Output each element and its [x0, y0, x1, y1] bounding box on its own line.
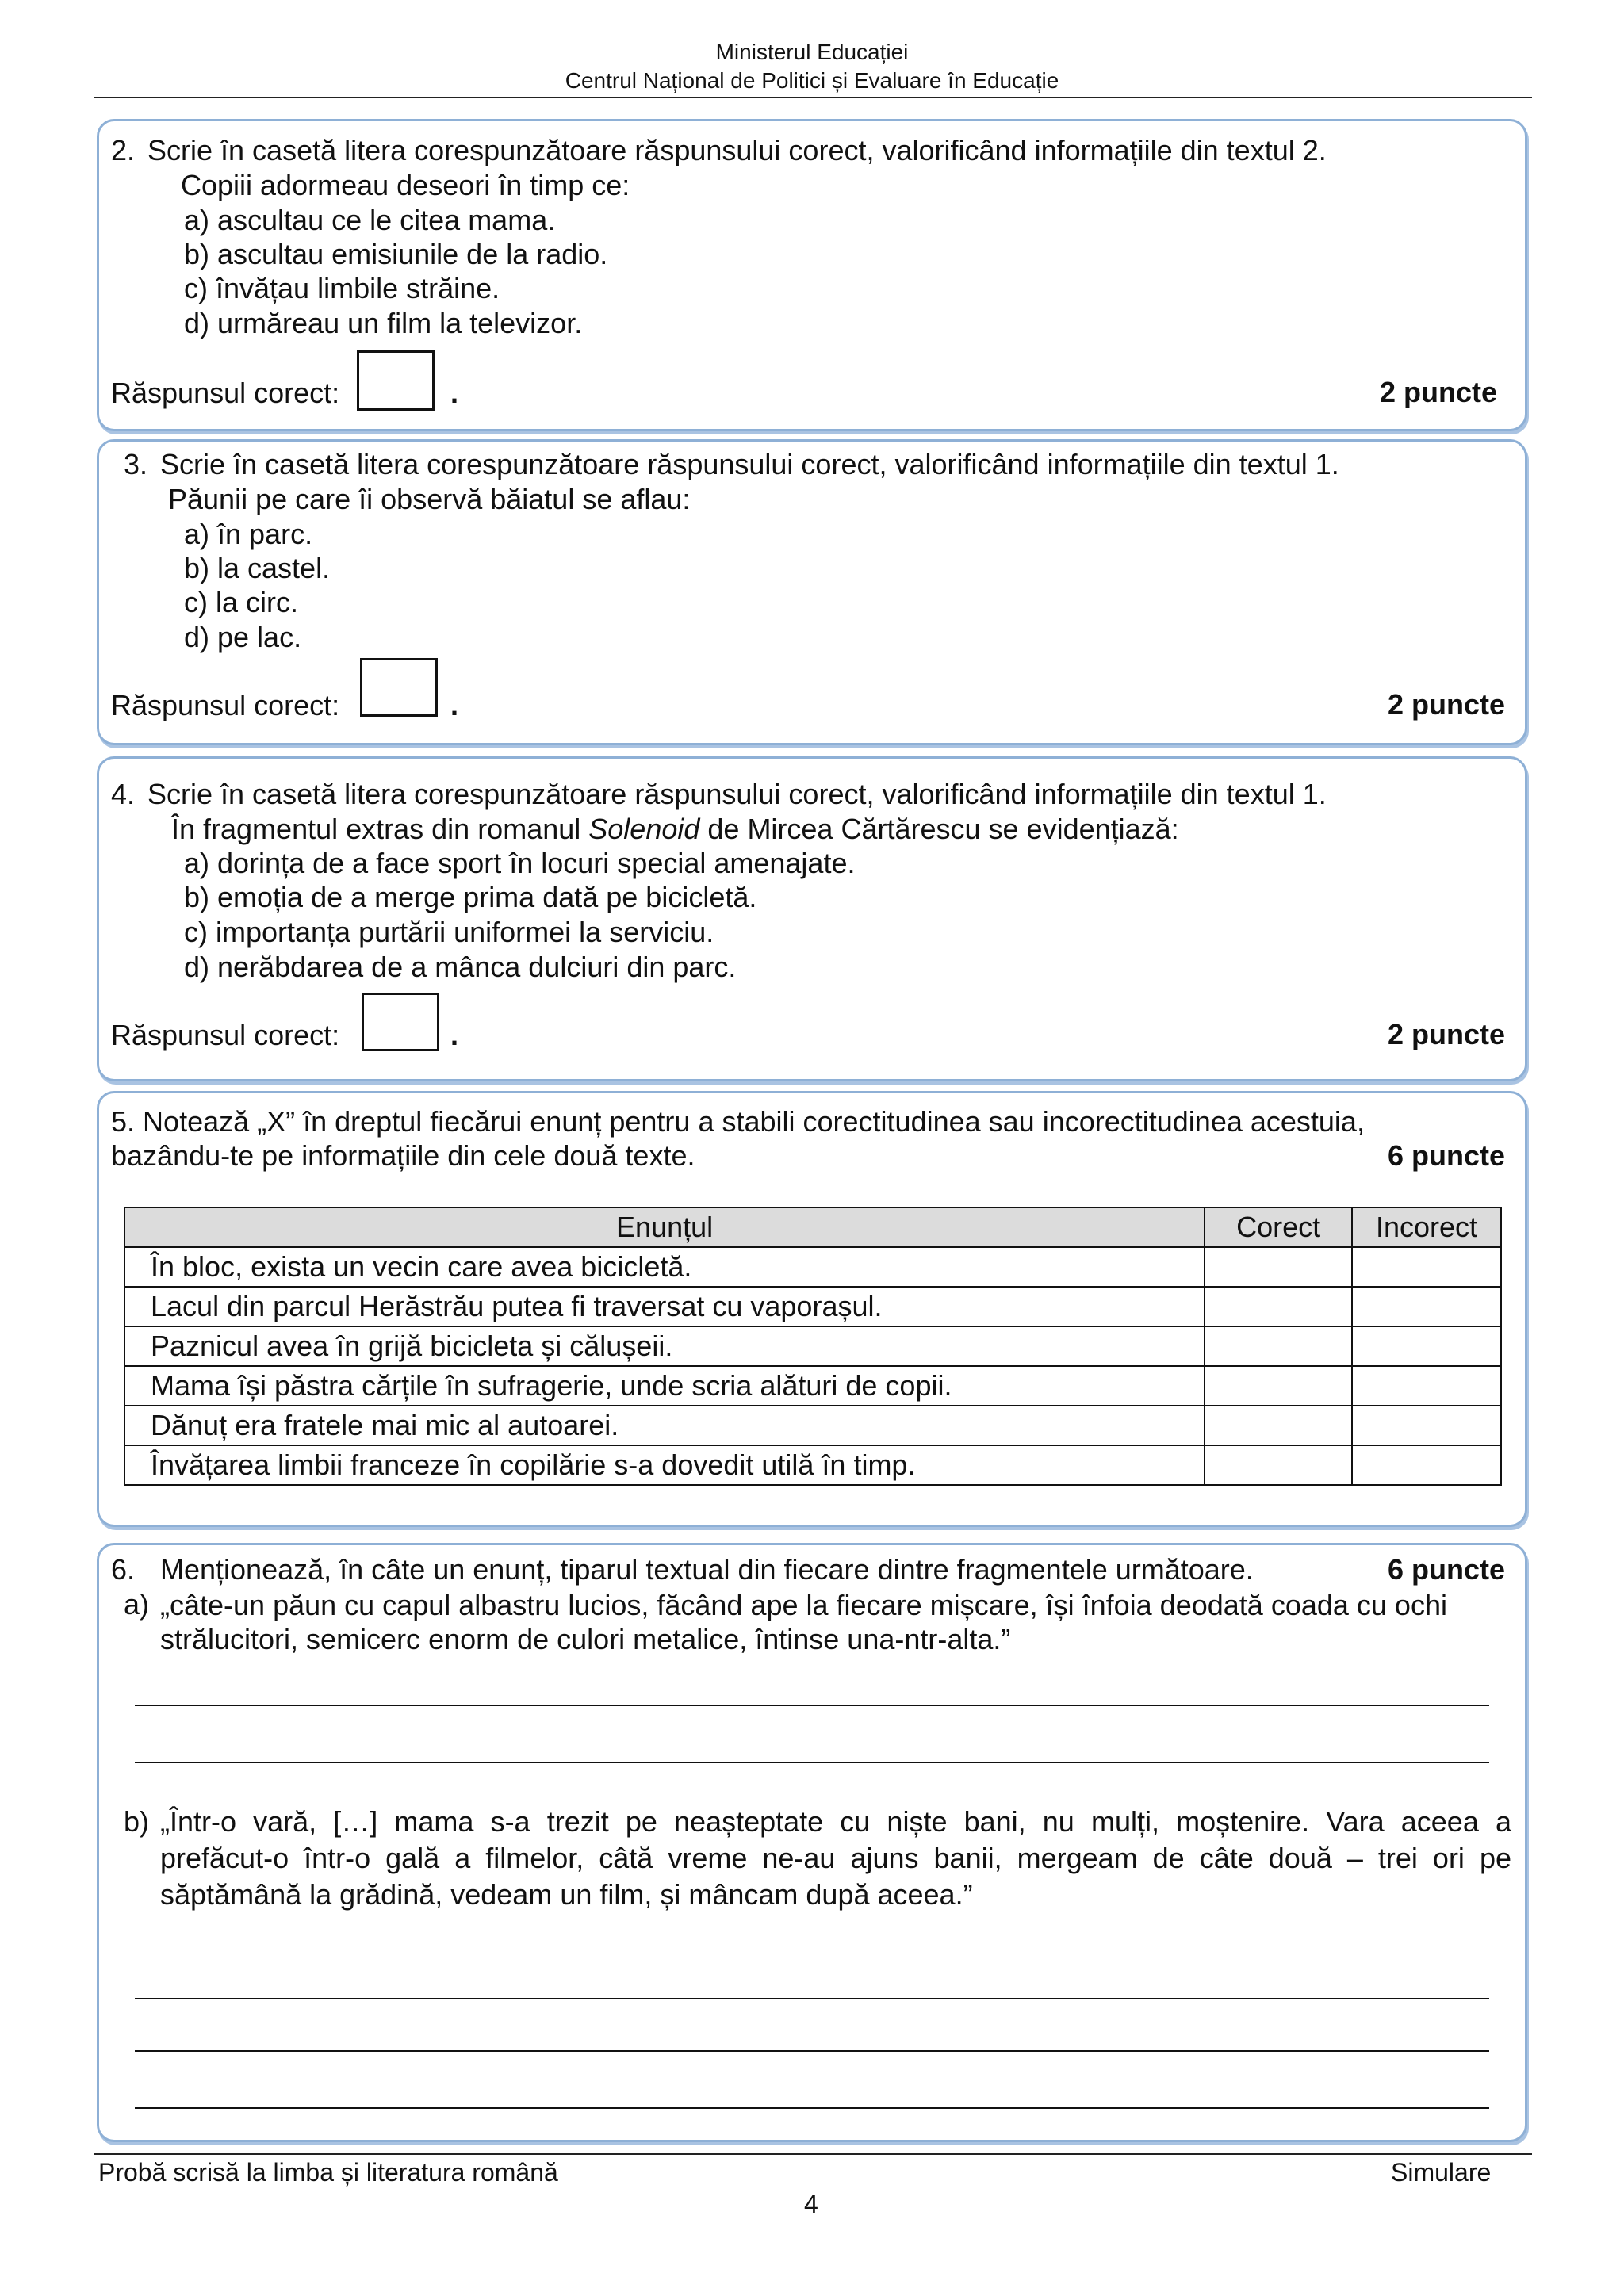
q3-answer-box[interactable]	[360, 658, 438, 717]
q2-points: 2 puncte	[1380, 376, 1498, 408]
q3-stem: Păunii pe care îi observă băiatul se aflau:	[168, 483, 691, 515]
q3-answer-label: Răspunsul corect:	[111, 689, 340, 721]
q3-option-c: c) la circ.	[184, 586, 298, 618]
incorect-cell[interactable]	[1352, 1406, 1501, 1445]
corect-cell[interactable]	[1205, 1247, 1352, 1287]
q4-answer-box[interactable]	[362, 993, 439, 1051]
incorect-cell[interactable]	[1352, 1287, 1501, 1326]
q2-option-d: d) urmăreau un film la televizor.	[184, 307, 583, 339]
q2-stem: Copiii adormeau deseori în timp ce:	[181, 169, 630, 201]
q4-dot: .	[450, 1019, 459, 1051]
q2-instruction: Scrie în casetă litera corespunzătoare răspunsului corect, valorificând informațiile din textul 2.	[147, 134, 1327, 166]
q5-instruction-line2: bazându-te pe informațiile din cele două texte.	[111, 1139, 695, 1172]
table-row	[124, 1287, 1501, 1326]
statement-cell: Paznicul avea în grijă bicicleta și călușeii.	[124, 1326, 1205, 1366]
q5-points: 6 puncte	[1388, 1139, 1506, 1172]
corect-cell[interactable]	[1205, 1366, 1352, 1406]
table-row	[124, 1326, 1501, 1366]
q4-option-d: d) nerăbdarea de a mânca dulciuri din parc.	[184, 951, 737, 983]
q2-number: 2.	[111, 134, 136, 166]
q2-answer-box[interactable]	[357, 350, 435, 411]
q6-b-label: b)	[124, 1805, 150, 1838]
q4-answer-label: Răspunsul corect:	[111, 1019, 340, 1051]
incorect-cell[interactable]	[1352, 1366, 1501, 1406]
center-name: Centrul Național de Politici și Evaluare în Educație	[565, 68, 1059, 93]
header-corect: Corect	[1205, 1207, 1352, 1247]
footer-exam-title: Probă scrisă la limba și literatura română	[98, 2158, 558, 2187]
ministry-name: Ministerul Educației	[715, 40, 909, 64]
q4-stem-after: de Mircea Cărtărescu se evidențiază:	[699, 813, 1179, 845]
q3-points: 2 puncte	[1388, 688, 1506, 721]
q3-dot: .	[450, 689, 459, 721]
answer-line[interactable]	[135, 1705, 1489, 1706]
q4-option-c: c) importanța purtării uniformei la serviciu.	[184, 916, 714, 948]
q4-stem	[171, 812, 1179, 847]
footer-simulare: Simulare	[1391, 2158, 1492, 2187]
answer-line[interactable]	[135, 1762, 1489, 1763]
answer-line[interactable]	[135, 2050, 1489, 2052]
statement-cell: Lacul din parcul Herăstrău putea fi traversat cu vaporașul.	[124, 1287, 1205, 1326]
table-row	[124, 1445, 1501, 1485]
table-header-row	[124, 1207, 1501, 1247]
q4-option-b: b) emoția de a merge prima dată pe bicicletă.	[184, 881, 757, 913]
q4-number: 4.	[111, 778, 136, 810]
q3-instruction: Scrie în casetă litera corespunzătoare răspunsului corect, valorificând informațiile din textul 1.	[160, 448, 1339, 480]
footer-rule	[94, 2153, 1532, 2155]
q2-option-c: c) învățau limbile străine.	[184, 272, 500, 304]
table-row	[124, 1406, 1501, 1445]
q2-option-a: a) ascultau ce le citea mama.	[184, 204, 556, 236]
corect-cell[interactable]	[1205, 1406, 1352, 1445]
q4-instruction: Scrie în casetă litera corespunzătoare răspunsului corect, valorificând informațiile din textul 1.	[147, 778, 1327, 810]
header-incorect: Incorect	[1352, 1207, 1501, 1247]
q6-a-label: a)	[124, 1588, 150, 1621]
header-rule	[94, 97, 1532, 98]
q3-number: 3.	[124, 448, 148, 480]
statement-cell: Mama își păstra cărțile în sufragerie, unde scria alături de copii.	[124, 1366, 1205, 1406]
q6-points: 6 puncte	[1388, 1553, 1506, 1586]
q6-instruction: Menționează, în câte un enunț, tiparul textual din fiecare dintre fragmentele următoare.	[160, 1553, 1254, 1586]
q2-dot: .	[450, 377, 459, 409]
table-row	[124, 1247, 1501, 1287]
q6-a-line1: „câte-un păun cu capul albastru lucios, făcând ape la fiecare mișcare, își înfoia deodată coada cu ochi	[160, 1589, 1447, 1621]
page-number: 4	[804, 2190, 818, 2218]
corect-cell[interactable]	[1205, 1287, 1352, 1326]
q6-a-line2: strălucitori, semicerc enorm de culori metalice, întinse una-ntr-alta.”	[160, 1623, 1011, 1655]
q5-number: 5.	[111, 1105, 136, 1138]
q6-b-line2: prefăcut-o într-o gală a filmelor, câtă vreme ne-au ajuns banii, mergeam de câte două – trei ori pe	[160, 1842, 1511, 1874]
header-enuntul: Enunțul	[124, 1207, 1205, 1247]
q2-answer-label: Răspunsul corect:	[111, 377, 340, 409]
incorect-cell[interactable]	[1352, 1445, 1501, 1485]
q5-instruction-line1: Notează „X” în dreptul fiecărui enunț pentru a stabili corectitudinea sau incorectitudinea acestuia,	[143, 1105, 1365, 1138]
corect-cell[interactable]	[1205, 1326, 1352, 1366]
q5-instruction	[111, 1104, 1511, 1140]
answer-line[interactable]	[135, 2107, 1489, 2109]
statements-table	[124, 1207, 1502, 1486]
statement-cell: În bloc, exista un vecin care avea bicicletă.	[124, 1247, 1205, 1287]
q6-number: 6.	[111, 1553, 136, 1586]
answer-line[interactable]	[135, 1998, 1489, 1999]
q6-b-line3: săptămână la grădină, vedeam un film, și mâncam după aceea.”	[160, 1878, 973, 1911]
q4-option-a: a) dorința de a face sport în locuri special amenajate.	[184, 847, 856, 879]
q4-novel-title: Solenoid	[588, 813, 700, 845]
q4-points: 2 puncte	[1388, 1018, 1506, 1050]
statement-cell: Învățarea limbii franceze în copilărie s-a dovedit utilă în timp.	[124, 1445, 1205, 1485]
q3-option-a: a) în parc.	[184, 518, 313, 550]
table-row	[124, 1366, 1501, 1406]
incorect-cell[interactable]	[1352, 1247, 1501, 1287]
q3-option-b: b) la castel.	[184, 552, 331, 584]
q2-option-b: b) ascultau emisiunile de la radio.	[184, 238, 608, 270]
q6-b-line1: „Într-o vară, […] mama s-a trezit pe neașteptate cu niște bani, nu mulți, moștenire. Vara aceea a	[160, 1805, 1511, 1838]
corect-cell[interactable]	[1205, 1445, 1352, 1485]
incorect-cell[interactable]	[1352, 1326, 1501, 1366]
page-header	[0, 38, 1624, 95]
statement-cell: Dănuț era fratele mai mic al autoarei.	[124, 1406, 1205, 1445]
q4-stem-before: În fragmentul extras din romanul	[171, 813, 589, 845]
q3-option-d: d) pe lac.	[184, 621, 302, 653]
